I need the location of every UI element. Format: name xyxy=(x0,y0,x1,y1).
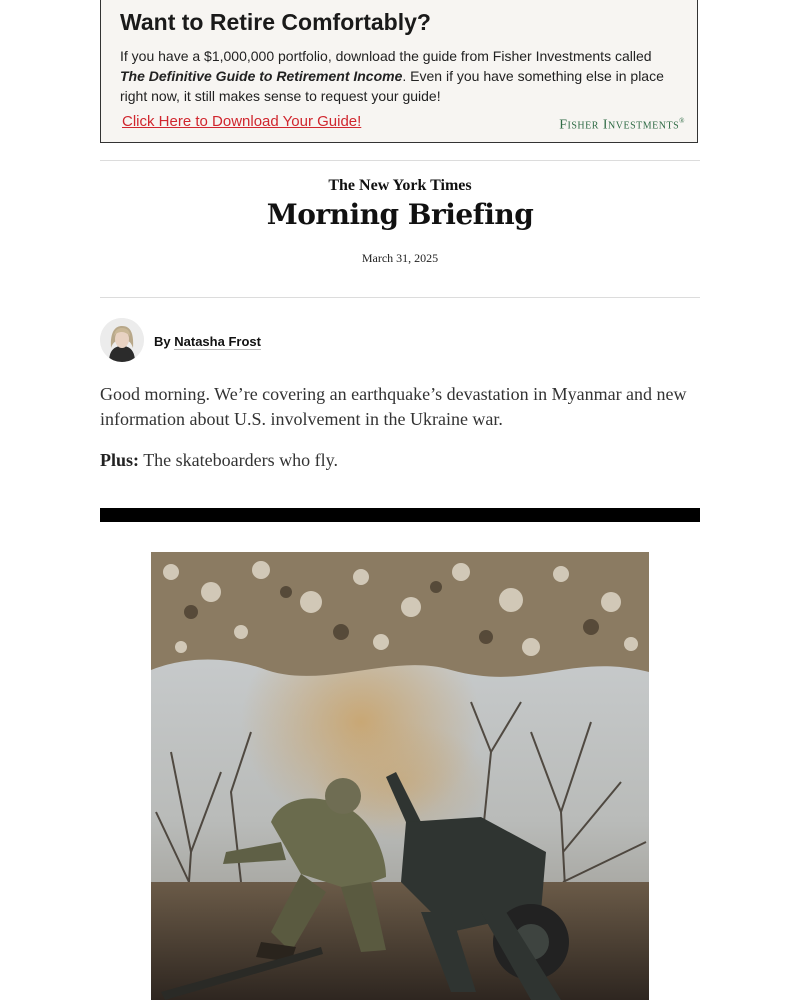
ad-title: Want to Retire Comfortably? xyxy=(120,9,431,35)
plus-paragraph xyxy=(100,448,700,473)
download-guide-link[interactable]: Click Here to Download Your Guide! xyxy=(122,113,362,130)
fisher-investments-logo xyxy=(559,117,685,134)
fisher-ad-banner[interactable] xyxy=(100,0,698,143)
author-portrait-icon xyxy=(100,318,144,362)
ad-brand-mark: ® xyxy=(679,117,685,125)
plus-label: Plus: xyxy=(100,450,140,470)
ad-body-text: If you have a $1,000,000 portfolio, download the guide from Fisher Investments called xyxy=(120,48,652,64)
ad-body-text-end: . Even if you have something else in place right now, it still makes sense to request your guide! xyxy=(120,68,664,104)
lead-photo-artillery[interactable] xyxy=(151,552,649,1000)
author-link[interactable]: Natasha Frost xyxy=(174,334,261,349)
nyt-masthead-logo[interactable]: The New York Times xyxy=(328,177,472,194)
section-bar xyxy=(100,508,700,522)
divider xyxy=(100,160,700,161)
byline xyxy=(154,334,261,349)
ad-guide-title: The Definitive Guide to Retirement Income xyxy=(120,68,403,84)
plus-text: The skateboarders who fly. xyxy=(139,450,338,470)
divider xyxy=(100,297,700,298)
newsletter-date: March 31, 2025 xyxy=(361,251,439,265)
author-avatar xyxy=(100,318,144,362)
newsletter-title: Morning Briefing xyxy=(266,198,534,231)
ad-body xyxy=(120,46,680,106)
artillery-scene-image xyxy=(151,552,649,1000)
intro-paragraph: Good morning. We’re covering an earthquake’s devastation in Myanmar and new information about U.S. involvement in the Ukraine war. xyxy=(100,384,687,429)
byline-prefix: By xyxy=(154,334,171,349)
ad-brand-name: Fisher Investments xyxy=(559,117,680,133)
